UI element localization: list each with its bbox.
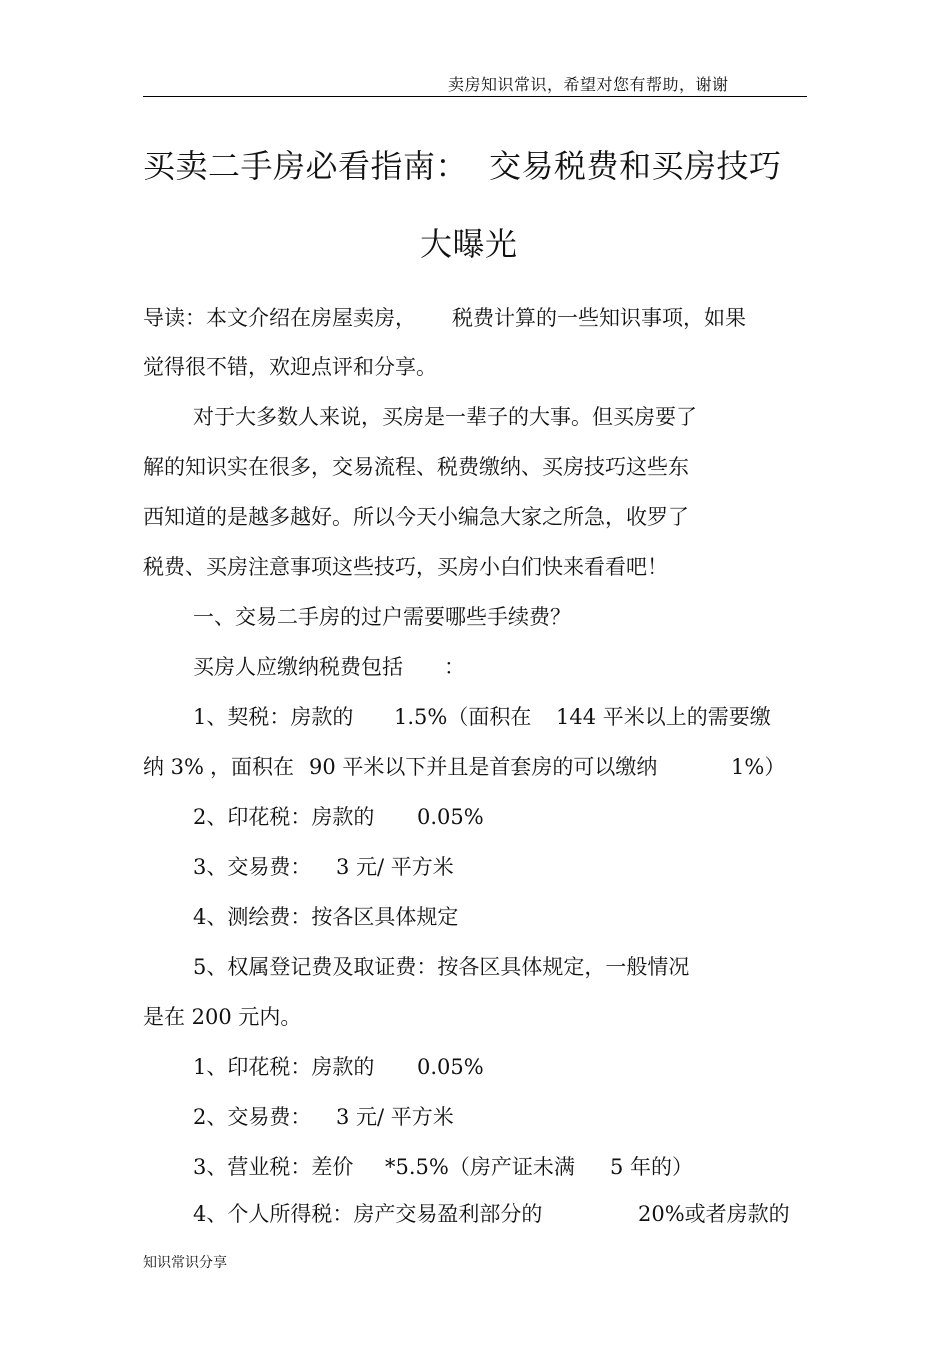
list-item-text: 5、权属登记费及取证费：按各区具体规定，一般情况 xyxy=(193,955,690,979)
list-item-text: 3 元/ 平方米 xyxy=(336,855,454,879)
intro-line-1b: 税费计算的一些知识事项，如果 xyxy=(452,306,746,330)
running-footer: 知识常识分享 xyxy=(143,1255,227,1271)
list-item-text: 1、印花税：房款的 xyxy=(193,1055,375,1079)
list-item-text: 3、营业税：差价 xyxy=(193,1155,354,1179)
list-item-text: 1、契税：房款的 xyxy=(193,705,354,729)
title-line-2: 大曝光 xyxy=(420,225,518,263)
list-item-text: 4、个人所得税：房产交易盈利部分的 xyxy=(193,1202,543,1226)
buyer-intro-colon: ： xyxy=(444,655,465,679)
paragraph-line: 解的知识实在很多，交易流程、税费缴纳、买房技巧这些东 xyxy=(143,455,689,479)
list-item-text: *5.5%（房产证未满 xyxy=(385,1155,575,1179)
header-divider xyxy=(143,96,807,97)
intro-line-2: 觉得很不错，欢迎点评和分享。 xyxy=(143,355,437,379)
paragraph-line: 西知道的是越多越好。所以今天小编急大家之所急，收罗了 xyxy=(143,505,689,529)
list-item-text: ，面积在 xyxy=(210,755,294,779)
paragraph-line: 对于大多数人来说，买房是一辈子的大事。但买房要了 xyxy=(193,405,697,429)
running-header: 卖房知识常识，希望对您有帮助，谢谢 xyxy=(448,75,729,94)
list-item-text: 1.5%（面积在 xyxy=(394,705,532,729)
list-item-text: 2、印花税：房款的 xyxy=(193,805,375,829)
list-item-text: 20%或者房款的 xyxy=(638,1202,790,1226)
list-item-text: 3 元/ 平方米 xyxy=(336,1105,454,1129)
list-item-text: 90 平米以下并且是首套房的可以缴纳 xyxy=(309,755,658,779)
list-item-text: 4、测绘费：按各区具体规定 xyxy=(193,905,459,929)
list-item-text: 3、交易费： xyxy=(193,855,312,879)
list-item-text: 5 年的） xyxy=(610,1155,694,1179)
list-item-text: 0.05% xyxy=(417,805,484,829)
list-item-text: 0.05% xyxy=(417,1055,484,1079)
title-line-1b: 交易税费和买房技巧 xyxy=(489,147,782,185)
list-item-text: 2、交易费： xyxy=(193,1105,312,1129)
title-line-1a: 买卖二手房必看指南： xyxy=(143,147,469,185)
list-item-text: 是在 200 元内。 xyxy=(143,1005,302,1029)
section-heading: 一、交易二手房的过户需要哪些手续费？ xyxy=(193,605,571,629)
intro-line-1a: 导读：本文介绍在房屋卖房， xyxy=(143,306,416,330)
list-item-text: 1%） xyxy=(731,755,786,779)
buyer-intro: 买房人应缴纳税费包括 xyxy=(193,655,403,679)
list-item-text: 纳 3% xyxy=(143,755,204,779)
list-item-text: 144 平米以上的需要缴 xyxy=(556,705,771,729)
paragraph-line: 税费、买房注意事项这些技巧，买房小白们快来看看吧！ xyxy=(143,555,668,579)
